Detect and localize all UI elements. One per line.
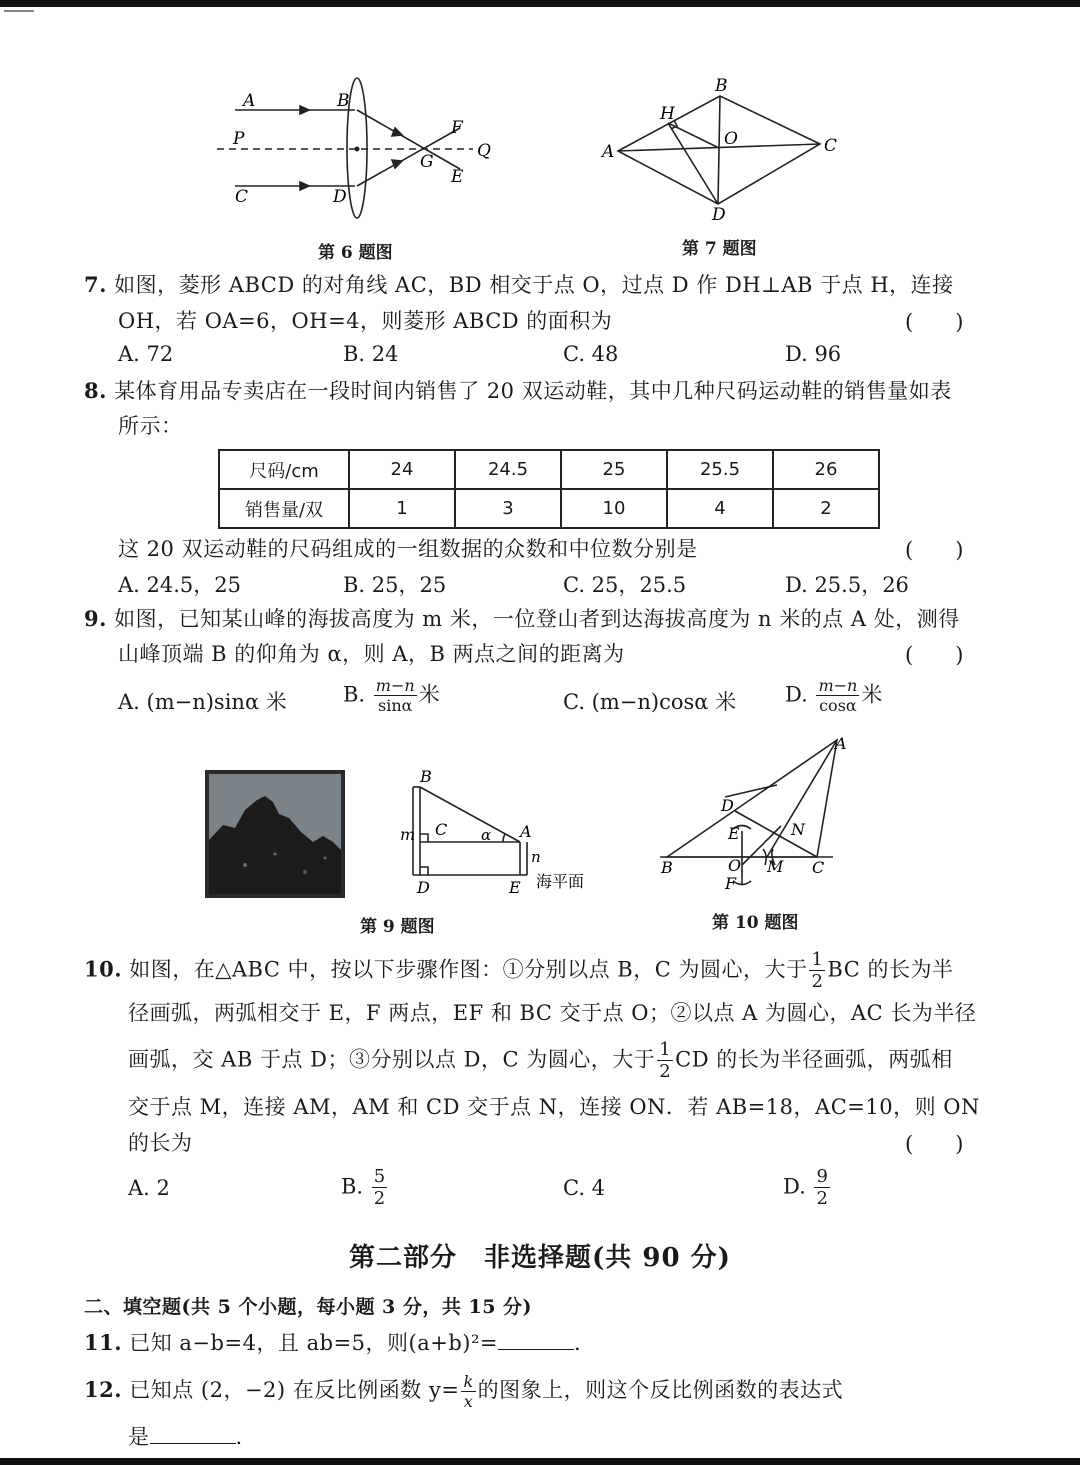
fig6-label-f: F [451,118,463,138]
table-cell: 25.5 [667,450,773,489]
q9-option-d-unit: 米 [861,682,883,707]
top-border-tick [4,10,34,12]
fill-in-section-heading: 二、填空题(共 5 个小题，每小题 3 分，共 15 分) [84,1296,533,1318]
fig6-label-p: P [233,129,245,149]
q9-line1 [84,604,960,634]
fig6-label-d: D [333,187,347,207]
fig9-label-e: E [509,878,521,897]
fig9-label-b: B [420,767,432,786]
q12-line1 [84,1372,843,1410]
q7-answer-paren: ( ) [905,310,964,334]
q10-option-a: A. 2 [128,1176,170,1200]
table-cell: 2 [773,489,879,528]
q10-stem-2: 径画弧，两弧相交于 E，F 两点，EF 和 BC 交于点 O；②以点 A 为圆心，AC 长为半径 [128,1001,977,1025]
q8-number: 8. [84,378,107,403]
q12-stem-a: 已知点 (2，−2) 在反比例函数 y= [129,1378,460,1402]
fig6-label-e: E [451,167,464,187]
q8-option-a: A. 24.5，25 [118,573,241,597]
q10-answer-paren: ( ) [905,1132,964,1156]
q8-option-c: C. 25，25.5 [563,573,687,597]
table-cell: 3 [455,489,561,528]
q7-number: 7. [84,272,107,297]
q11-number: 11. [84,1330,123,1355]
q7-option-a: A. 72 [118,342,174,366]
q10-line1 [84,951,954,991]
q9-stem-1: 如图，已知某山峰的海拔高度为 m 米，一位登山者到达海拔高度为 n 米的点 A 处，测得 [114,607,960,631]
q10-stem-1b: BC 的长为半 [827,957,954,982]
q12-fraction-k-over-x [461,1371,475,1411]
fig10-label-a: A [835,735,847,753]
figure-6-caption: 第 6 题图 [318,243,393,263]
fraction-denominator: 2 [659,1061,672,1082]
q11-period: . [573,1331,582,1355]
fig9-label-n: n [531,848,541,866]
fig9-label-d: D [417,878,430,897]
q10-stem-3a: 画弧，交 AB 于点 D；③分别以点 D，C 为圆心，大于 [128,1047,656,1072]
shoe-size-table [218,449,880,529]
fig10-label-e: E [728,824,740,843]
fig10-label-m: M [767,857,784,876]
q11-stem: 已知 a−b=4，且 ab=5，则(a+b)²= [129,1331,498,1355]
fraction-numerator: 1 [811,949,824,970]
fig10-label-n: N [791,820,805,839]
q7-option-c: C. 48 [563,342,619,366]
fig9-label-m: m [400,825,416,844]
q12-stem-b: 的图象上，则这个反比例函数的表达式 [477,1378,844,1402]
fig6-label-b: B [337,91,350,111]
fig10-label-b: B [661,858,673,877]
q12-number: 12. [84,1377,123,1402]
q8-stem-3: 这 20 双运动鞋的尺码组成的一组数据的众数和中位数分别是 [118,537,698,561]
table-cell: 24 [349,450,455,489]
q10-option-c: C. 4 [563,1176,606,1200]
q10-stem-1a: 如图，在△ABC 中，按以下步骤作图：①分别以点 B，C 为圆心，大于 [129,957,808,982]
q8-option-b: B. 25，25 [343,573,447,597]
q10-option-b-fraction [372,1168,387,1208]
fig9-label-alpha: α [481,826,492,844]
q10-option-b-letter: B. [341,1174,364,1199]
fig7-label-o: O [724,129,738,149]
fig10-label-f: F [725,874,737,893]
fig7-label-b: B [715,76,728,96]
fraction-denominator: 2 [816,1188,828,1209]
fraction-numerator: 9 [816,1166,828,1187]
fig6-label-g: G [420,152,434,172]
q10-number: 10. [84,956,123,982]
q8-option-d: D. 25.5，26 [785,573,909,597]
q7-line1 [84,270,954,300]
fraction-numerator: 5 [373,1166,386,1187]
table-cell: 销售量/双 [219,489,349,528]
q10-half-fraction-2 [657,1041,673,1081]
fraction-numerator: m−n [818,676,858,695]
q10-stem-5: 的长为 [128,1131,193,1155]
fraction-numerator: m−n [375,676,415,695]
table-cell: 25 [561,450,667,489]
figure-7-rhombus-diagram [598,74,848,224]
q7-option-d: D. 96 [785,342,842,366]
table-cell: 1 [349,489,455,528]
fig9-label-sea-level: 海平面 [536,872,585,891]
q8-line1 [84,376,952,406]
table-cell: 4 [667,489,773,528]
fig9-label-c: C [435,820,448,839]
q12-line2 [128,1422,243,1452]
q7-stem-2: OH，若 OA=6，OH=4，则菱形 ABCD 的面积为 [118,309,613,333]
q10-option-d-letter: D. [783,1174,806,1199]
q10-option-d-fraction [814,1168,829,1208]
fraction-denominator: sinα [378,696,413,715]
fraction-numerator: 1 [659,1039,672,1060]
q12-answer-blank[interactable] [150,1423,236,1444]
q9-option-b-fraction [374,678,417,714]
fraction-denominator: x [463,1391,474,1411]
fig9-label-a: A [520,822,532,841]
q9-option-d [785,678,882,714]
fig6-label-q: Q [477,141,491,161]
q10-half-fraction-1 [809,951,825,991]
q11-answer-blank[interactable] [498,1329,574,1350]
table-cell: 24.5 [455,450,561,489]
part-two-title: 第二部分 非选择题(共 90 分) [349,1243,731,1273]
q9-option-c: C. (m−n)cosα 米 [563,690,737,714]
table-cell: 10 [561,489,667,528]
mountain-photo [205,770,345,898]
fraction-denominator: 2 [373,1188,386,1209]
q9-option-b-letter: B. [343,682,366,707]
fig10-label-c: C [812,858,825,877]
q8-stem-2: 所示： [118,414,183,438]
fig7-label-h: H [660,104,675,124]
fig7-label-d: D [712,205,726,224]
q8-stem-1: 某体育用品专卖店在一段时间内销售了 20 双运动鞋，其中几种尺码运动鞋的销售量如表 [114,379,952,403]
q9-option-d-letter: D. [785,682,808,707]
table-row-size [219,450,879,489]
fraction-denominator: 2 [811,971,824,992]
q9-answer-paren: ( ) [905,643,964,667]
fig7-label-c: C [824,136,838,156]
figure-6-lens-diagram [205,72,505,237]
figure-10-caption: 第 10 题图 [712,913,799,933]
q9-option-a: A. (m−n)sinα 米 [118,690,287,714]
table-row-sales [219,489,879,528]
q10-stem-4: 交于点 M，连接 AM，AM 和 CD 交于点 N，连接 ON．若 AB=18，AC=10，则 ON [128,1095,980,1119]
q11-line [84,1328,581,1358]
fig10-label-d: D [721,796,734,815]
q12-stem-2: 是 [128,1425,150,1449]
q9-option-b-unit: 米 [418,682,440,707]
q10-option-d [783,1168,832,1208]
q10-option-b [341,1168,389,1208]
fig6-label-c: C [235,187,249,207]
q10-stem-3b: CD 的长为半径画弧，两弧相 [675,1047,953,1072]
q7-option-b: B. 24 [343,342,399,366]
top-border [0,0,1080,7]
figure-7-caption: 第 7 题图 [682,239,757,259]
fig7-label-a: A [602,142,615,162]
fraction-denominator: cosα [819,696,857,715]
fig10-label-o: O [728,856,742,875]
figure-10-triangle-construction [655,735,855,895]
fraction-numerator: k [463,1371,474,1391]
table-cell: 26 [773,450,879,489]
q9-option-d-fraction [816,678,859,714]
q9-number: 9. [84,606,107,631]
bottom-border [0,1458,1080,1465]
q10-line3 [128,1041,953,1081]
figure-9-caption: 第 9 题图 [360,917,435,937]
q7-stem-1: 如图，菱形 ABCD 的对角线 AC，BD 相交于点 O，过点 D 作 DH⊥AB 于点 H，连接 [114,273,954,297]
table-cell: 尺码/cm [219,450,349,489]
fig6-label-a: A [243,91,256,111]
q9-option-b [343,678,440,714]
q12-period: . [235,1425,243,1449]
q8-answer-paren: ( ) [905,538,964,562]
q9-stem-2: 山峰顶端 B 的仰角为 α，则 A，B 两点之间的距离为 [118,642,625,666]
figure-9-elevation-diagram [395,765,605,900]
